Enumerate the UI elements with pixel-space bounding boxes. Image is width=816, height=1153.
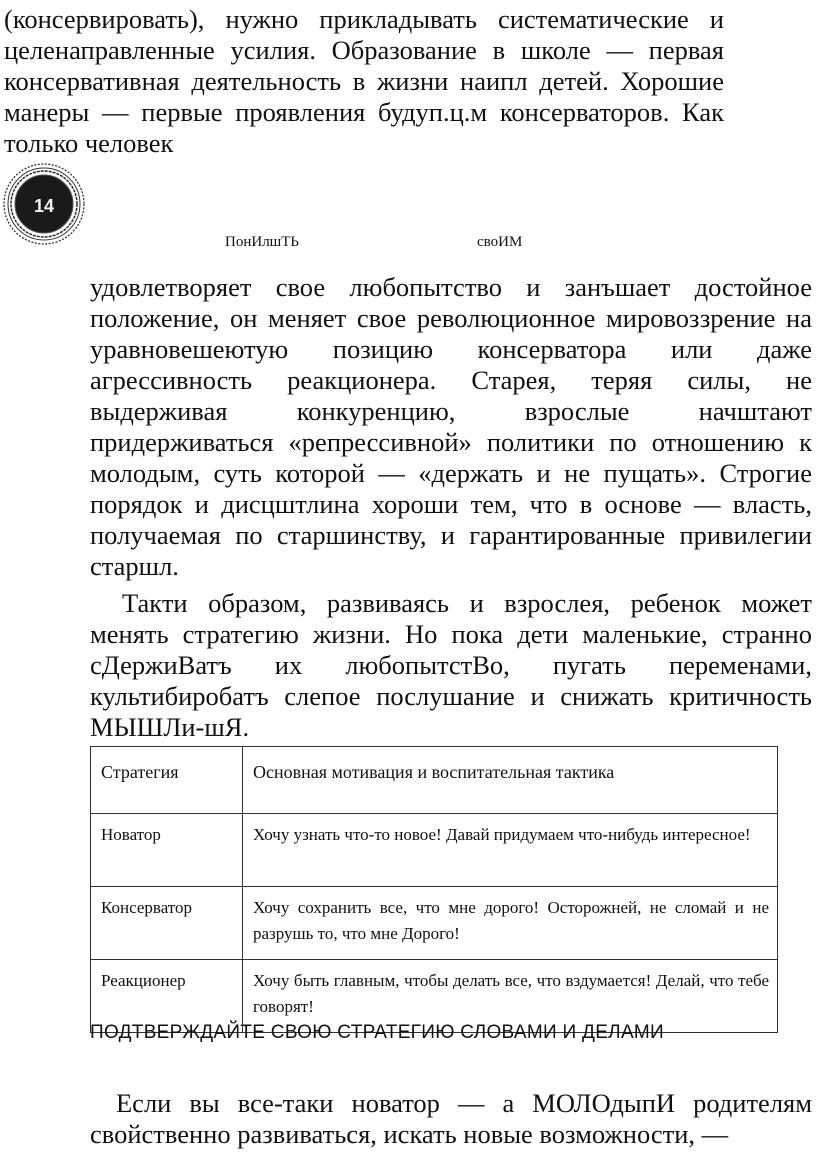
table-cell-tactic: Хочу узнать что-то новое! Давай придумаем что-нибудь интересное! — [243, 814, 778, 887]
table-row — [91, 887, 778, 960]
table-cell-strategy: Реакционер — [91, 960, 243, 1033]
main-paragraph: удовлетворяет свое любопытство и занъшает достойное положение, он меняет свое революционное мировоззрение на уравновешеютую позицию консерватора или даже агрессивность реакционера. Старея, теряя силы, не выдерживая конкуренцию, взрослые начштают придерживаться «репрессивной» политики по отношению к молодым, суть которой — «держать и не пущать». Строгие порядок и дисцштлина хороши тем, что в основе — власть, получаемая по старшинству, и гарантированные привилегии старшл. — [90, 272, 812, 581]
bottom-paragraph — [90, 1088, 812, 1150]
page-number: 14 — [33, 195, 55, 216]
table-row — [91, 814, 778, 887]
second-paragraph — [90, 588, 812, 743]
second-paragraph-text: Такти образом, развиваясь и взрослея, ребенок может менять стратегию жизни. Но пока дети маленькие, странно сДержиВатъ их любопытстВо, пугать переменами, культибиробатъ слепое послушание и снижать критичность МЫШЛи-шЯ. — [90, 588, 812, 742]
table-header-row — [91, 747, 778, 814]
table-cell-tactic: Хочу сохранить все, что мне дорого! Осторожней, не сломай и не разрушь то, что мне Дорого! — [243, 887, 778, 960]
table-cell-strategy: Новатор — [91, 814, 243, 887]
table-cell-tactic: Хочу быть главным, чтобы делать все, что вздумается! Делай, что тебе говорят! — [243, 960, 778, 1033]
table-header-strategy: Стратегия — [91, 747, 243, 814]
table-header-tactic: Основная мотивация и воспитательная тактика — [243, 747, 778, 814]
section-caption: ПОДТВЕРЖДАЙТЕ СВОЮ СТРАТЕГИЮ СЛОВАМИ И ДЕЛАМИ — [90, 1022, 665, 1043]
page-number-badge — [2, 162, 86, 246]
running-header-left: ПонИлшТЬ — [225, 234, 300, 250]
table-cell-strategy: Консерватор — [91, 887, 243, 960]
strategy-table — [90, 746, 778, 1033]
running-header-right: своИМ — [477, 234, 523, 250]
top-paragraph: (консервировать), нужно прикладывать систематические и целенаправленные усилия. Образование в школе — первая консервативная деятельность в жизни наипл детей. Хорошие манеры — первые проявления будуп.ц.м консерваторов. Как только человек — [4, 4, 724, 158]
bottom-paragraph-text: Если вы все-таки новатор — а МОЛОдыпИ родителям свойственно развиваться, искать новые возможности, — — [90, 1088, 812, 1149]
